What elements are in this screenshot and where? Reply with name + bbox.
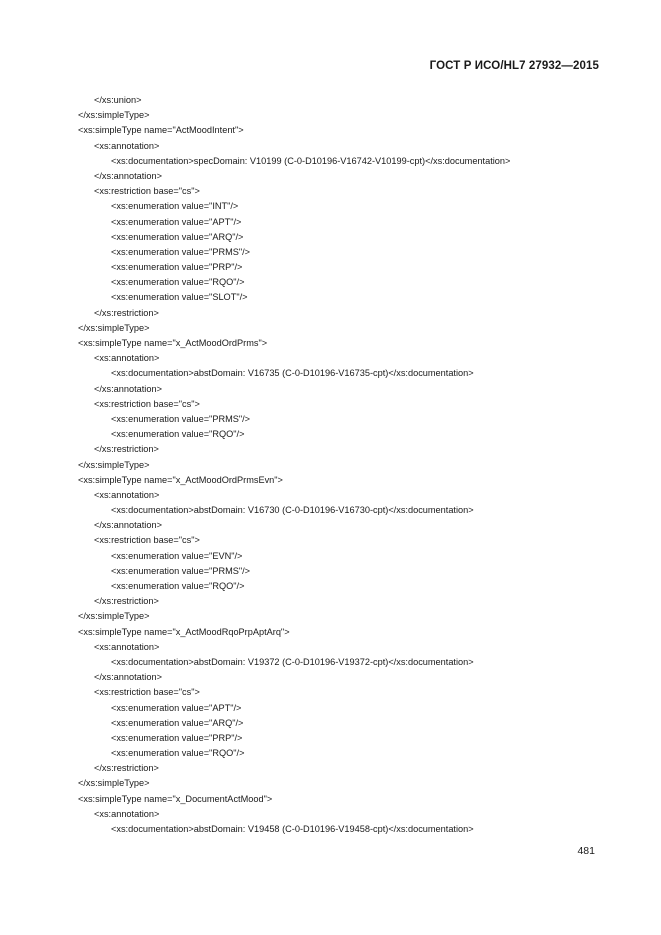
page-number: 481 — [577, 845, 595, 857]
code-line: <xs:enumeration value="APT"/> — [111, 216, 242, 227]
code-line: <xs:enumeration value="RQO"/> — [111, 581, 245, 591]
code-line: <xs:enumeration value="PRP"/> — [111, 262, 243, 273]
xml-code-listing — [78, 93, 510, 837]
code-line: <xs:enumeration value="SLOT"/> — [111, 292, 248, 303]
code-line: <xs:documentation>abstDomain: V19458 (C-0-D10196-V19458-cpt)</xs:documentation> — [111, 824, 474, 834]
code-line: </xs:restriction> — [94, 307, 159, 318]
code-line: </xs:simpleType> — [78, 778, 150, 789]
code-line: <xs:annotation> — [94, 489, 160, 500]
code-line: </xs:restriction> — [94, 763, 159, 774]
code-line: <xs:simpleType name="x_DocumentActMood"> — [78, 793, 273, 804]
code-line: <xs:simpleType name="ActMoodIntent"> — [78, 125, 244, 136]
code-line: <xs:documentation>abstDomain: V19372 (C-0-D10196-V19372-cpt)</xs:documentation> — [111, 656, 474, 667]
code-line: </xs:restriction> — [94, 444, 159, 455]
code-line: <xs:annotation> — [94, 353, 160, 364]
code-line: </xs:simpleType> — [78, 110, 150, 121]
code-line: </xs:restriction> — [94, 596, 159, 607]
code-line: <xs:restriction base="cs"> — [94, 398, 200, 409]
code-line: <xs:enumeration value="APT"/> — [111, 702, 242, 713]
code-line: </xs:simpleType> — [78, 459, 150, 470]
code-line: <xs:documentation>specDomain: V10199 (C-0-D10196-V16742-V10199-cpt)</xs:documentation> — [111, 155, 511, 166]
code-line: <xs:enumeration value="RQO"/> — [111, 277, 245, 288]
code-line: <xs:restriction base="cs"> — [94, 535, 200, 546]
code-line: <xs:simpleType name="x_ActMoodOrdPrms"> — [78, 338, 268, 348]
code-line: <xs:enumeration value="PRMS"/> — [111, 565, 251, 576]
code-line: </xs:simpleType> — [78, 322, 150, 333]
code-line: </xs:annotation> — [94, 672, 162, 683]
code-line: <xs:annotation> — [94, 808, 160, 819]
code-line: </xs:annotation> — [94, 383, 162, 394]
code-line: </xs:annotation> — [94, 520, 162, 531]
code-line: <xs:enumeration value="ARQ"/> — [111, 231, 244, 242]
code-line: <xs:restriction base="cs"> — [94, 186, 200, 197]
code-line: <xs:enumeration value="PRP"/> — [111, 732, 243, 743]
code-line: <xs:enumeration value="RQO"/> — [111, 429, 245, 440]
code-line: <xs:enumeration value="RQO"/> — [111, 748, 245, 759]
code-line: <xs:simpleType name="x_ActMoodOrdPrmsEvn"> — [78, 474, 283, 485]
code-line: </xs:union> — [94, 95, 142, 105]
code-line: <xs:annotation> — [94, 140, 160, 151]
code-line: <xs:restriction base="cs"> — [94, 687, 200, 698]
code-line: </xs:annotation> — [94, 170, 162, 181]
code-line: <xs:enumeration value="PRMS"/> — [111, 413, 251, 424]
code-line: <xs:enumeration value="ARQ"/> — [111, 717, 244, 728]
code-line: <xs:enumeration value="PRMS"/> — [111, 246, 251, 257]
code-line: <xs:simpleType name="x_ActMoodRqoPrpAptArq"> — [78, 626, 290, 637]
code-line: <xs:enumeration value="EVN"/> — [111, 550, 243, 561]
code-line: </xs:simpleType> — [78, 611, 150, 622]
code-line: <xs:annotation> — [94, 641, 160, 652]
code-line: <xs:documentation>abstDomain: V16735 (C-0-D10196-V16735-cpt)</xs:documentation> — [111, 368, 474, 379]
code-line: <xs:enumeration value="INT"/> — [111, 201, 239, 212]
document-header: ГОСТ Р ИСО/HL7 27932—2015 — [429, 60, 599, 72]
code-line: <xs:documentation>abstDomain: V16730 (C-0-D10196-V16730-cpt)</xs:documentation> — [111, 505, 474, 516]
